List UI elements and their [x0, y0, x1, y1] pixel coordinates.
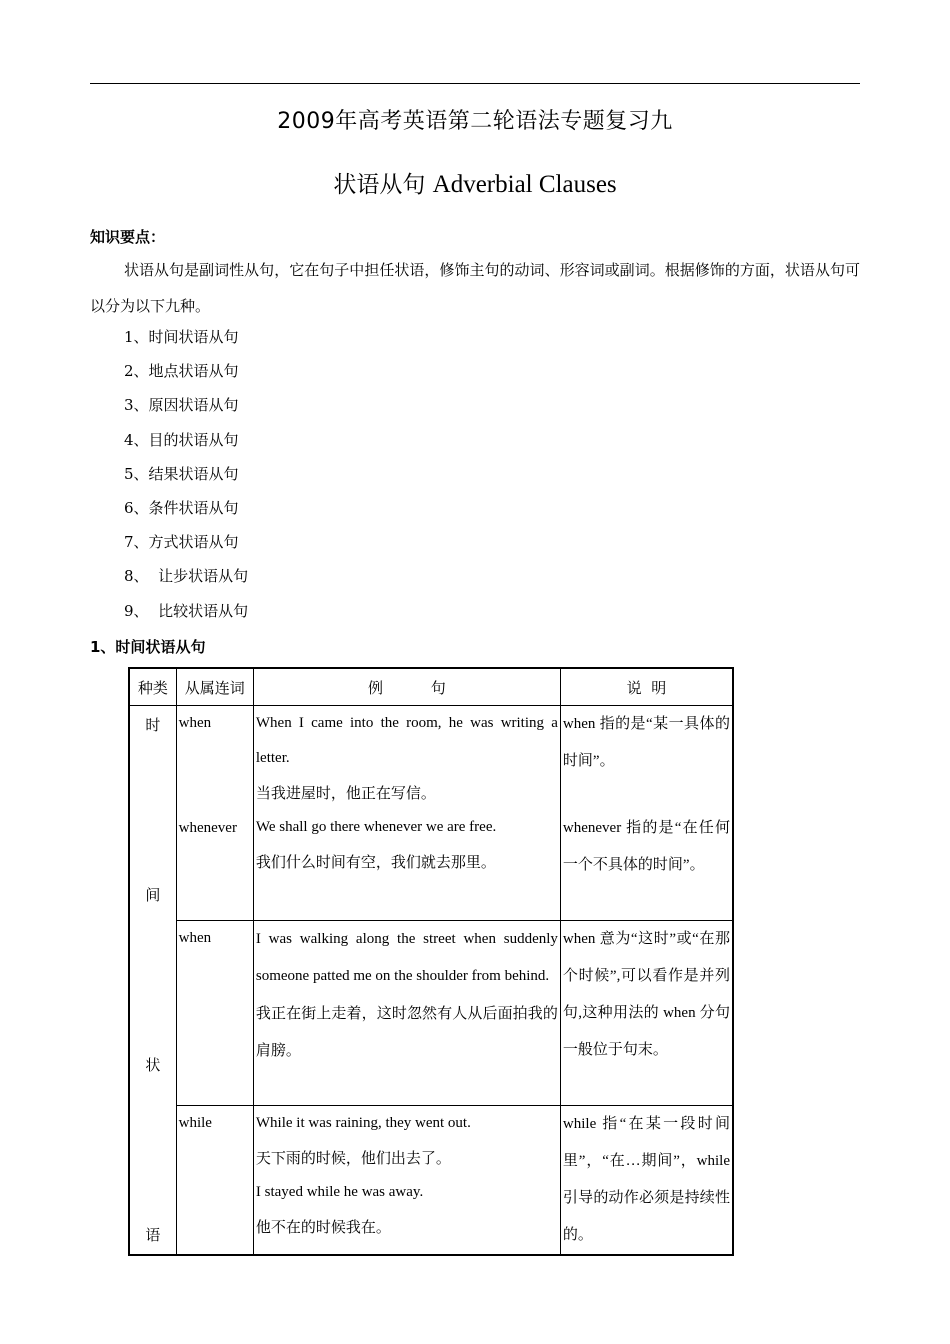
section-heading-time-clauses: 1、时间状语从句: [90, 638, 206, 656]
subtitle-chinese: 状语从句: [333, 172, 426, 198]
example-zh: 当我进屋时，他正在写信。: [255, 784, 436, 802]
kind-char: 间: [145, 886, 161, 904]
table-row: [129, 1106, 733, 1256]
example-cell: [253, 706, 560, 921]
clause-type-list: [124, 322, 248, 630]
list-item: 2、地点状语从句: [124, 362, 239, 381]
list-item: 8、 让步状语从句: [124, 567, 249, 586]
header-rule: [90, 83, 860, 84]
conjunction: whenever: [178, 820, 237, 836]
table-header-row: [129, 668, 733, 706]
example-en: I stayed while he was away.: [255, 1184, 424, 1200]
header-conjunction: 从属连词: [176, 668, 253, 706]
example-en: We shall go there whenever we are free.: [255, 819, 497, 835]
document-title: 2009年高考英语第二轮语法专题复习九: [277, 109, 673, 134]
conjunction-cell: [176, 921, 253, 1106]
list-item: 7、方式状语从句: [124, 533, 239, 552]
conjunction-cell: [176, 1106, 253, 1256]
list-item: 6、条件状语从句: [124, 498, 239, 517]
header-example: 例 句: [253, 668, 560, 706]
document-subtitle: [0, 166, 950, 199]
conjunction: while: [178, 1115, 212, 1131]
example-zh: 我正在街上走着，这时忽然有人从后面拍我的肩膀。: [255, 1004, 558, 1059]
example-cell: [253, 921, 560, 1106]
knowledge-heading: 知识要点：: [90, 228, 166, 246]
note-text: when 指的是“某一具体的时间”。: [562, 716, 730, 769]
list-item: 5、结果状语从句: [124, 464, 239, 483]
note-text: while 指“在某一段时间里”，“在…期间”，while 引导的动作必须是持续性的。: [562, 1116, 730, 1243]
example-en: I was walking along the street when suddenly someone patted me on the shoulder from behind.: [255, 931, 558, 984]
list-item: 3、原因状语从句: [124, 396, 239, 415]
example-en: When I came into the room, he was writing a letter.: [255, 715, 558, 766]
example-cell: [253, 1106, 560, 1256]
table-row: [129, 921, 733, 1106]
conjunction: when: [178, 715, 212, 731]
kind-char: 状: [145, 1056, 161, 1074]
intro-paragraph: 状语从句是副词性从句，它在句子中担任状语，修饰主句的动词、形容词或副词。根据修饰的方面，状语从句可以分为以下九种。: [90, 261, 860, 315]
table-row: [129, 706, 733, 921]
example-en: While it was raining, they went out.: [255, 1115, 471, 1131]
subtitle-english: Adverbial Clauses: [432, 171, 617, 198]
kind-char: 语: [145, 1226, 161, 1244]
kind-char: 时: [145, 716, 161, 734]
example-zh: 他不在的时候我在。: [255, 1218, 391, 1236]
conjunction-cell: [176, 706, 253, 921]
note-cell: [560, 921, 733, 1106]
list-item: 9、 比较状语从句: [124, 601, 249, 620]
header-note: 说 明: [560, 668, 733, 706]
header-kind: 种类: [129, 668, 176, 706]
list-item: 1、时间状语从句: [124, 328, 239, 346]
example-zh: 我们什么时间有空，我们就去那里。: [255, 853, 496, 871]
kind-cell: [129, 706, 176, 1256]
conjunction: when: [178, 930, 212, 946]
list-item: 4、目的状语从句: [124, 430, 239, 449]
note-cell: [560, 1106, 733, 1256]
example-zh: 天下雨的时候，他们出去了。: [255, 1149, 451, 1167]
note-text: when 意为“这时”或“在那个时候”,可以看作是并列句,这种用法的 when 分句一般位于句末。: [562, 931, 730, 1058]
time-clause-table: [128, 667, 734, 1256]
note-cell: [560, 706, 733, 921]
note-text: whenever 指的是“在任何一个不具体的时间”。: [562, 820, 730, 873]
